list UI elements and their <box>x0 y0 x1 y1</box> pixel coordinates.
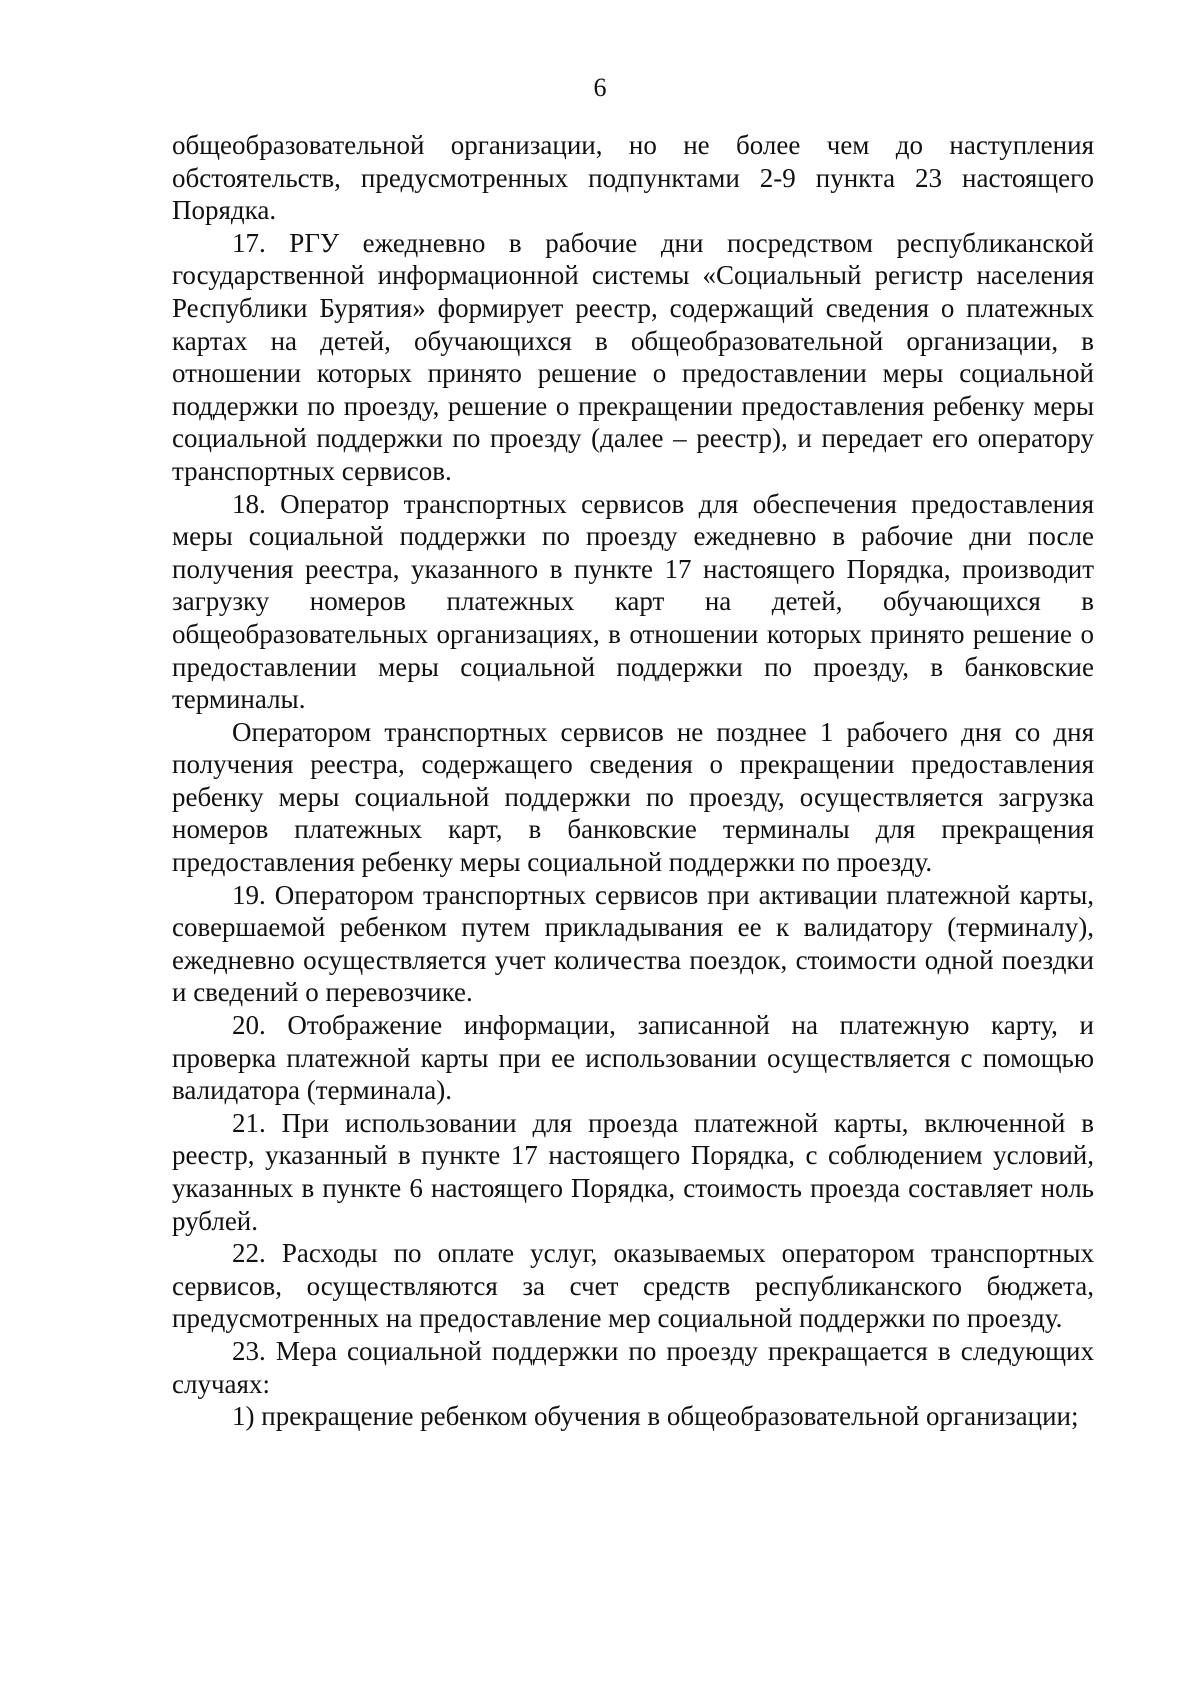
paragraph-item-23: 23. Мера социальной поддержки по проезду прекращается в следующих случаях: <box>172 1335 1094 1399</box>
paragraph-item-20: 20. Отображение информации, записанной на платежную карту, и проверка платежной карты при ее использовании осуществляется с помощью валидатора (терминала). <box>172 1010 1094 1106</box>
paragraph-item-17: 17. РГУ ежедневно в рабочие дни посредством республиканской государственной информационной системы «Социальный регистр населения Республики Бурятия» формирует реестр, содержащий сведения о платежных картах на детей, обучающихся в общеобразовательной организации, в отношении которых принято решение о предоставлении меры социальной поддержки по проезду, решение о прекращении предоставления ребенку меры социальной поддержки по проезду (далее – реестр), и передает его оператору транспортных сервисов. <box>172 227 1094 486</box>
paragraph-continuation: общеобразовательной организации, но не более чем до наступления обстоятельств, предусмотренных подпунктами 2-9 пункта 23 настоящего Порядка. <box>172 130 1094 226</box>
paragraph-item-19: 19. Оператором транспортных сервисов при активации платежной карты, совершаемой ребенком путем прикладывания ее к валидатору (терминалу), ежедневно осуществляется учет количества поездок, стоимости одной поездки и сведений о перевозчике. <box>172 879 1094 1008</box>
page-number: 6 <box>593 73 607 102</box>
paragraph-subitem-23-1: 1) прекращение ребенком обучения в общеобразовательной организации; <box>232 1401 1079 1432</box>
paragraph-item-18: 18. Оператор транспортных сервисов для обеспечения предоставления меры социальной поддержки по проезду ежедневно в рабочие дни после получения реестра, указанного в пункте 17 настоящего Порядка, производит загрузку номеров платежных карт на детей, обучающихся в общеобразовательных организациях, в отношении которых принято решение о предоставлении меры социальной поддержки по проезду, в банковские терминалы. <box>172 488 1094 715</box>
paragraph-item-22: 22. Расходы по оплате услуг, оказываемых оператором транспортных сервисов, осуществляются за счет средств республиканского бюджета, предусмотренных на предоставление мер социальной поддержки по проезду. <box>172 1238 1094 1334</box>
paragraph-item-21: 21. При использовании для проезда платежной карты, включенной в реестр, указанный в пункте 17 настоящего Порядка, с соблюдением условий, указанных в пункте 6 настоящего Порядка, стоимость проезда составляет ноль рублей. <box>172 1107 1094 1236</box>
document-body <box>172 129 1094 1433</box>
paragraph-item-18-part-2: Оператором транспортных сервисов не позднее 1 рабочего дня со дня получения реестра, содержащего сведения о прекращении предоставления ребенку меры социальной поддержки по проезду, осуществляется загрузка номеров платежных карт, в банковские терминалы для прекращения предоставления ребенку меры социальной поддержки по проезду. <box>172 716 1094 878</box>
